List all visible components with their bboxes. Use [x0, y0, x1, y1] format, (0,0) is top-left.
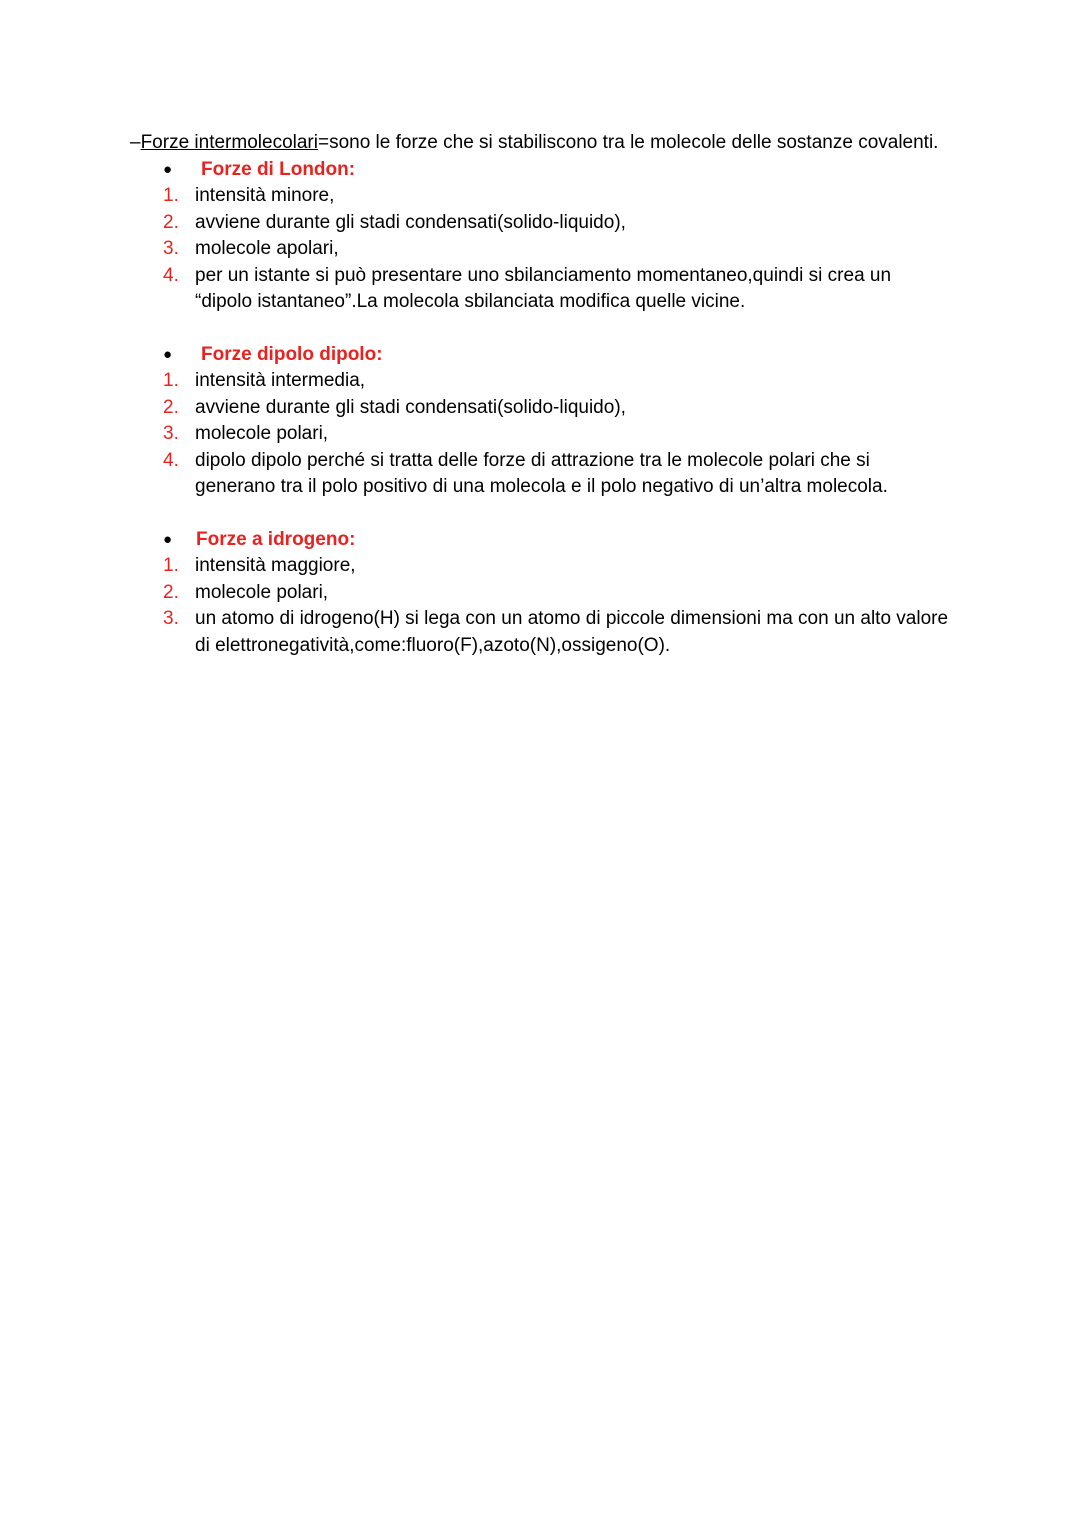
- list-item-text: un atomo di idrogeno(H) si lega con un atomo di piccole dimensioni ma con un alto valore di elettronegatività,come:fluoro(F),azoto(N),ossigeno(O).: [195, 608, 949, 656]
- list-item: [130, 263, 950, 316]
- list-item: [130, 210, 950, 237]
- document-page: [130, 130, 950, 659]
- list-item: [130, 395, 950, 422]
- list-item-number: 3.: [163, 423, 179, 444]
- list-item-text: intensità minore,: [195, 185, 335, 206]
- intro-dash: –: [130, 132, 141, 153]
- list-item-number: 1.: [163, 185, 179, 206]
- list-item: [130, 448, 950, 501]
- section-heading: Forze di London:: [201, 158, 356, 180]
- list-item: [130, 553, 950, 580]
- bullet-icon: ●: [163, 160, 173, 178]
- list-item-text: avviene durante gli stadi condensati(solido-liquido),: [195, 396, 626, 418]
- list-item-text: avviene durante gli stadi condensati(solido-liquido),: [195, 211, 626, 233]
- list-item-number: 3.: [163, 238, 179, 259]
- section-heading-row: [130, 157, 950, 184]
- list-item-number: 2.: [163, 581, 179, 603]
- list-item: [130, 606, 950, 659]
- section-heading-row: [130, 342, 950, 369]
- list-item-text: molecole polari,: [195, 581, 329, 603]
- intro-definition: =sono le forze che si stabiliscono tra le molecole delle sostanze covalenti.: [317, 132, 939, 153]
- list-item-number: 1.: [163, 555, 179, 576]
- bullet-icon: ●: [163, 530, 173, 548]
- list-item: [130, 368, 950, 395]
- list-item-text: molecole polari,: [195, 423, 329, 444]
- section-london: [130, 157, 950, 316]
- list-item-text: intensità maggiore,: [195, 555, 356, 576]
- intro-paragraph: [130, 130, 950, 157]
- list-item-number: 4.: [163, 264, 179, 286]
- list-item-number: 2.: [163, 396, 179, 418]
- list-item: [130, 183, 950, 210]
- bullet-icon: ●: [163, 345, 173, 363]
- list-item-number: 1.: [163, 370, 179, 391]
- list-item-text: intensità intermedia,: [195, 370, 366, 391]
- list-item: [130, 421, 950, 448]
- intro-term: Forze intermolecolari: [140, 132, 318, 153]
- list-item-text: per un istante si può presentare uno sbilanciamento momentaneo,quindi si crea un “dipolo istantaneo”.La molecola sbilanciata modifica quelle vicine.: [195, 264, 892, 312]
- section-heading: Forze dipolo dipolo:: [201, 343, 383, 365]
- section-heading: Forze a idrogeno:: [196, 528, 356, 550]
- list-item: [130, 236, 950, 263]
- section-idrogeno: [130, 527, 950, 660]
- list-item-text: dipolo dipolo perché si tratta delle forze di attrazione tra le molecole polari che si generano tra il polo positivo di una molecola e il polo negativo di un’altra molecola.: [195, 449, 888, 497]
- section-heading-row: [130, 527, 950, 554]
- list-item: [130, 580, 950, 607]
- list-item-text: molecole apolari,: [195, 238, 339, 259]
- list-item-number: 2.: [163, 211, 179, 233]
- list-item-number: 4.: [163, 449, 179, 471]
- list-item-number: 3.: [163, 608, 179, 629]
- section-dipolo-dipolo: [130, 342, 950, 501]
